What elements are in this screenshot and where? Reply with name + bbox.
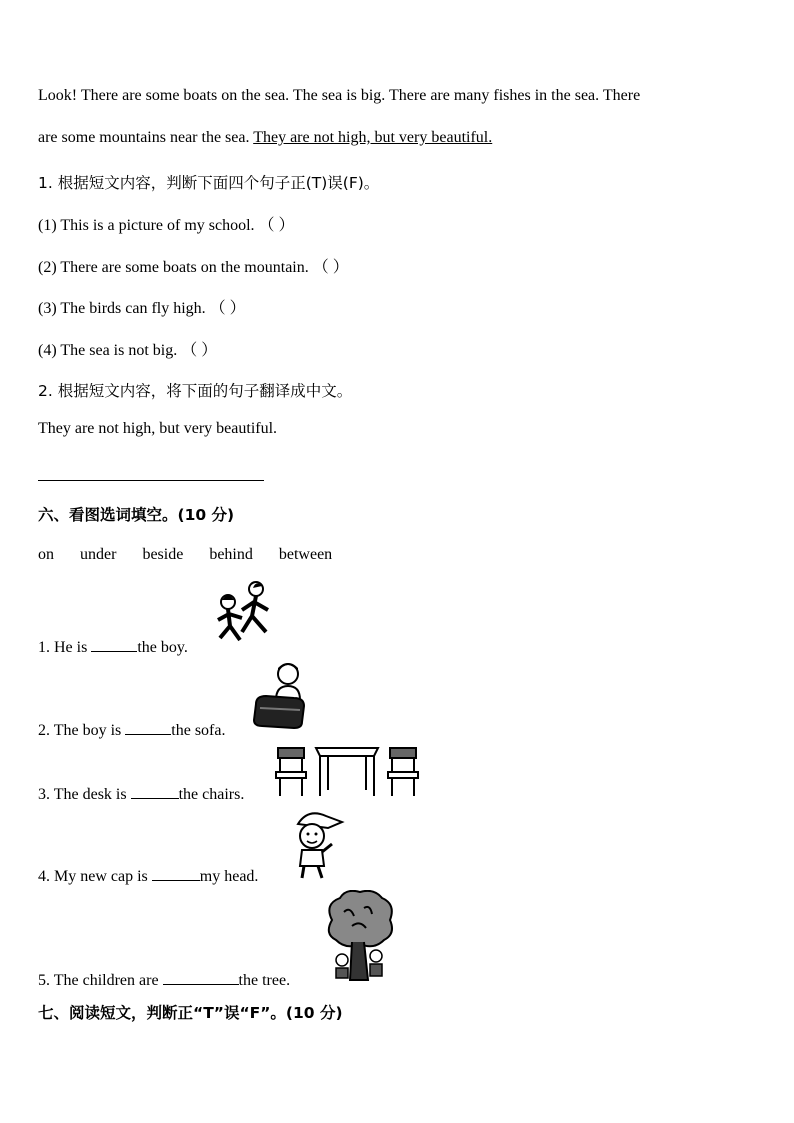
s6-item-2-pre: 2. The boy is [38,722,126,739]
boy-behind-sofa-icon [252,660,308,730]
s6-item-4-pre: 4. My new cap is [38,868,152,885]
passage-line-1: Look! There are some boats on the sea. The sea is big. There are many fishes in the sea. There [38,87,641,104]
s6-item-3 [38,784,244,804]
word-bank [38,546,358,564]
desk-between-chairs-icon [274,744,422,800]
s6-blank-5[interactable] [163,970,239,985]
s6-item-4-post: my head. [199,868,259,885]
children-under-tree-icon [322,890,398,984]
passage-underlined-sentence: They are not high, but very beautiful. [253,129,493,146]
s6-item-1 [38,637,188,657]
word-bank-item: under [80,546,117,563]
passage-line-2-text: are some mountains near the sea. [38,129,254,146]
word-bank-item: between [278,546,333,563]
s6-item-4 [38,866,258,886]
boy-with-cap-icon [292,808,346,882]
s6-item-3-pre: 3. The desk is [38,786,131,803]
word-bank-item: on [38,546,54,563]
s6-blank-4[interactable] [152,866,200,881]
s6-blank-2[interactable] [125,720,171,735]
q2-sentence: They are not high, but very beautiful. [38,420,278,437]
q2-answer-line[interactable] [38,480,264,481]
word-bank-item: beside [142,546,184,563]
running-boys-icon [212,580,282,650]
s6-item-5-pre: 5. The children are [38,972,163,989]
passage-line-2 [38,129,492,147]
q1-item-4: (4) The sea is not big. （ ） [38,342,218,359]
s6-blank-1[interactable] [91,637,137,652]
q1-item-1: (1) This is a picture of my school. （ ） [38,217,295,234]
word-bank-item: behind [209,546,253,563]
section6-title: 六、看图选词填空。(10 分) [38,506,235,524]
s6-item-2-post: the sofa. [171,722,226,739]
q2-instruction: 2. 根据短文内容，将下面的句子翻译成中文。 [38,382,353,400]
q1-instruction: 1. 根据短文内容，判断下面四个句子正(T)误(F)。 [38,174,380,192]
section7-title: 七、阅读短文，判断正“T”误“F”。(10 分) [38,1004,343,1022]
s6-item-2 [38,720,225,740]
s6-item-3-post: the chairs. [178,786,245,803]
s6-blank-3[interactable] [131,784,179,799]
s6-item-1-post: the boy. [137,639,188,656]
q1-item-3: (3) The birds can fly high. （ ） [38,300,246,317]
s6-item-1-pre: 1. He is [38,639,92,656]
q1-item-2: (2) There are some boats on the mountain. （ ） [38,259,349,276]
s6-item-5 [38,970,290,990]
s6-item-5-post: the tree. [238,972,291,989]
